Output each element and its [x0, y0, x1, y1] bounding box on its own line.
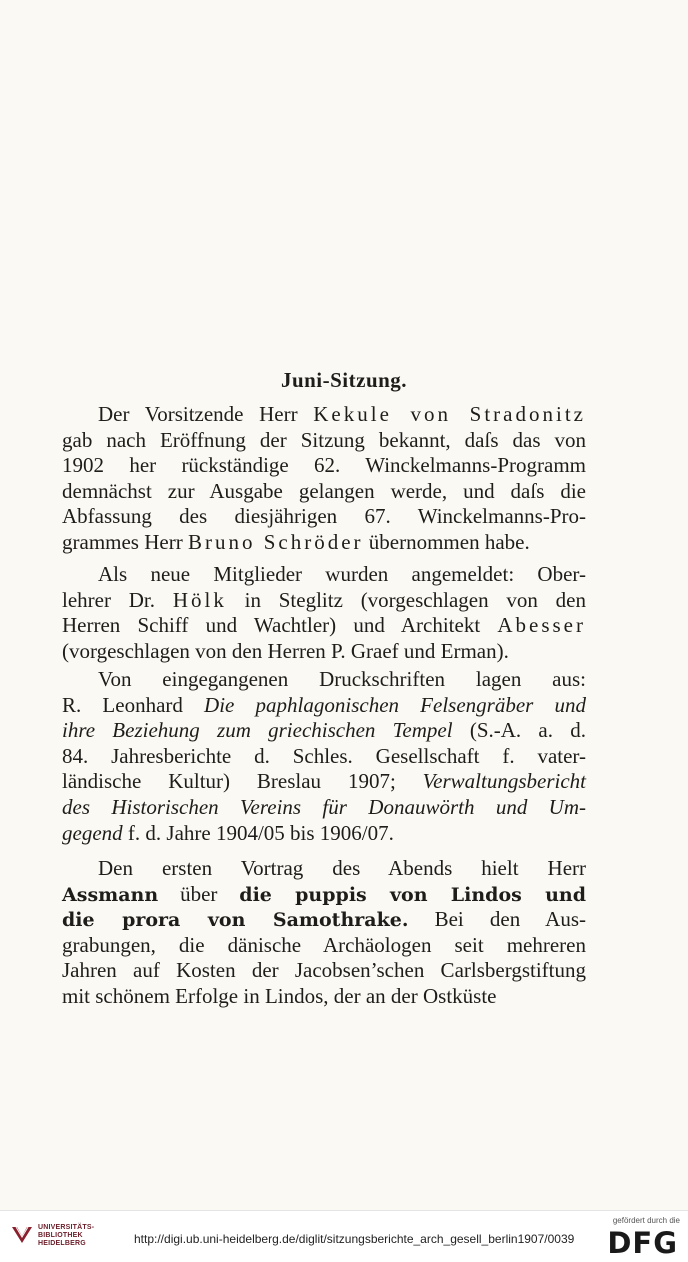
- text-run: grammes Herr: [62, 529, 188, 554]
- paragraph-1: [62, 402, 586, 556]
- footer-bar: [0, 1210, 688, 1262]
- source-url-link[interactable]: http://digi.ub.uni-heidelberg.de/diglit/sitzungsberichte_arch_gesell_berlin1907/0039: [134, 1232, 575, 1246]
- funder-caption: gefördert durch die: [612, 1216, 680, 1225]
- library-name: [38, 1224, 94, 1248]
- text-line: [62, 613, 586, 639]
- text-run: gab nach Eröffnung der Sitzung bekannt, daſs das von: [62, 427, 586, 452]
- text-line: [62, 795, 586, 821]
- text-run: Verwaltungsbericht: [422, 769, 586, 794]
- text-run: grabungen, die dänische Archäologen seit mehreren: [62, 932, 586, 957]
- text-run: demnächst zur Ausgabe gelangen werde, und daſs die: [62, 478, 586, 503]
- text-run: (S.-A. a. d.: [452, 718, 586, 743]
- text-line: [62, 479, 586, 505]
- text-run: mit schönem Erfolge in Lindos, der an der Ostküste: [62, 983, 497, 1008]
- text-line: [62, 453, 586, 479]
- text-line: [62, 530, 586, 556]
- text-run: in Steglitz (vorgeschlagen von den: [226, 587, 586, 612]
- text-line: [62, 958, 586, 984]
- text-run: Als neue Mitglieder wurden angemeldet: Ober-: [98, 562, 586, 586]
- text-run: Abfassung des diesjährigen 67. Winckelmanns-Pro-: [62, 504, 586, 529]
- text-line: [62, 667, 586, 693]
- text-run: Der Vorsitzende Herr: [98, 402, 314, 426]
- text-line: [62, 856, 586, 882]
- text-run: ihre Beziehung zum griechischen Tempel: [62, 718, 453, 743]
- text-line: [62, 984, 586, 1010]
- text-run: Herren Schiff und Wachtler) und Architekt: [62, 613, 498, 638]
- text-line: [62, 718, 586, 744]
- text-line: [62, 821, 586, 847]
- university-library-logo-icon: [10, 1223, 34, 1247]
- text-run: (vorgeschlagen von den Herren P. Graef und Erman).: [62, 638, 509, 663]
- text-run: 84. Jahresberichte d. Schles. Gesellschaft f. vater-: [62, 743, 586, 768]
- text-run: ländische Kultur) Breslau 1907;: [62, 769, 423, 794]
- text-line: [62, 402, 586, 428]
- text-line: [62, 588, 586, 614]
- text-run: Die paphlagonischen Felsengräber und: [204, 692, 586, 717]
- library-name-line: BIBLIOTHEK: [38, 1232, 83, 1239]
- text-run: Assmann: [62, 883, 159, 906]
- text-run: übernommen habe.: [363, 529, 530, 554]
- text-run: Jahren auf Kosten der Jacobsen’schen Carlsbergstiftung: [62, 958, 586, 983]
- text-run: Bruno Schröder: [187, 529, 364, 554]
- paragraph-2: [62, 562, 586, 664]
- text-run: lehrer Dr.: [62, 587, 173, 612]
- text-line: [62, 933, 586, 959]
- text-run: Abesser: [497, 613, 586, 638]
- text-run: die puppis von Lindos und: [239, 883, 586, 906]
- text-run: Bei den Aus-: [408, 907, 586, 932]
- text-line: [62, 639, 586, 665]
- library-name-line: HEIDELBERG: [38, 1240, 86, 1247]
- text-line: [62, 769, 586, 795]
- dfg-logo: DFG: [607, 1226, 678, 1260]
- text-line: [62, 693, 586, 719]
- text-run: f. d. Jahre 1904/05 bis 1906/07.: [122, 820, 394, 845]
- text-run: R. Leonhard: [62, 692, 205, 717]
- text-run: Von eingegangenen Druckschriften lagen aus:: [98, 667, 586, 691]
- section-heading: Juni-Sitzung.: [280, 368, 408, 392]
- text-run: Den ersten Vortrag des Abends hielt Herr: [98, 856, 586, 880]
- text-line: [62, 907, 586, 933]
- text-line: [62, 882, 586, 908]
- text-line: [62, 562, 586, 588]
- text-run: Kekule von Stradonitz: [313, 402, 586, 426]
- text-line: [62, 504, 586, 530]
- paragraph-4: [62, 856, 586, 1010]
- paragraph-3: [62, 667, 586, 846]
- text-line: [62, 428, 586, 454]
- text-line: [62, 744, 586, 770]
- text-run: Hölk: [172, 587, 227, 612]
- text-run: des Historischen Vereins für Donauwörth und Um-: [62, 794, 586, 819]
- text-run: 1902 her rückständige 62. Winckelmanns-Programm: [62, 453, 586, 478]
- text-run: die prora von Samothrake.: [62, 909, 409, 932]
- text-run: über: [158, 881, 240, 906]
- text-run: gegend: [62, 820, 123, 845]
- library-name-line: UNIVERSITÄTS-: [38, 1224, 95, 1231]
